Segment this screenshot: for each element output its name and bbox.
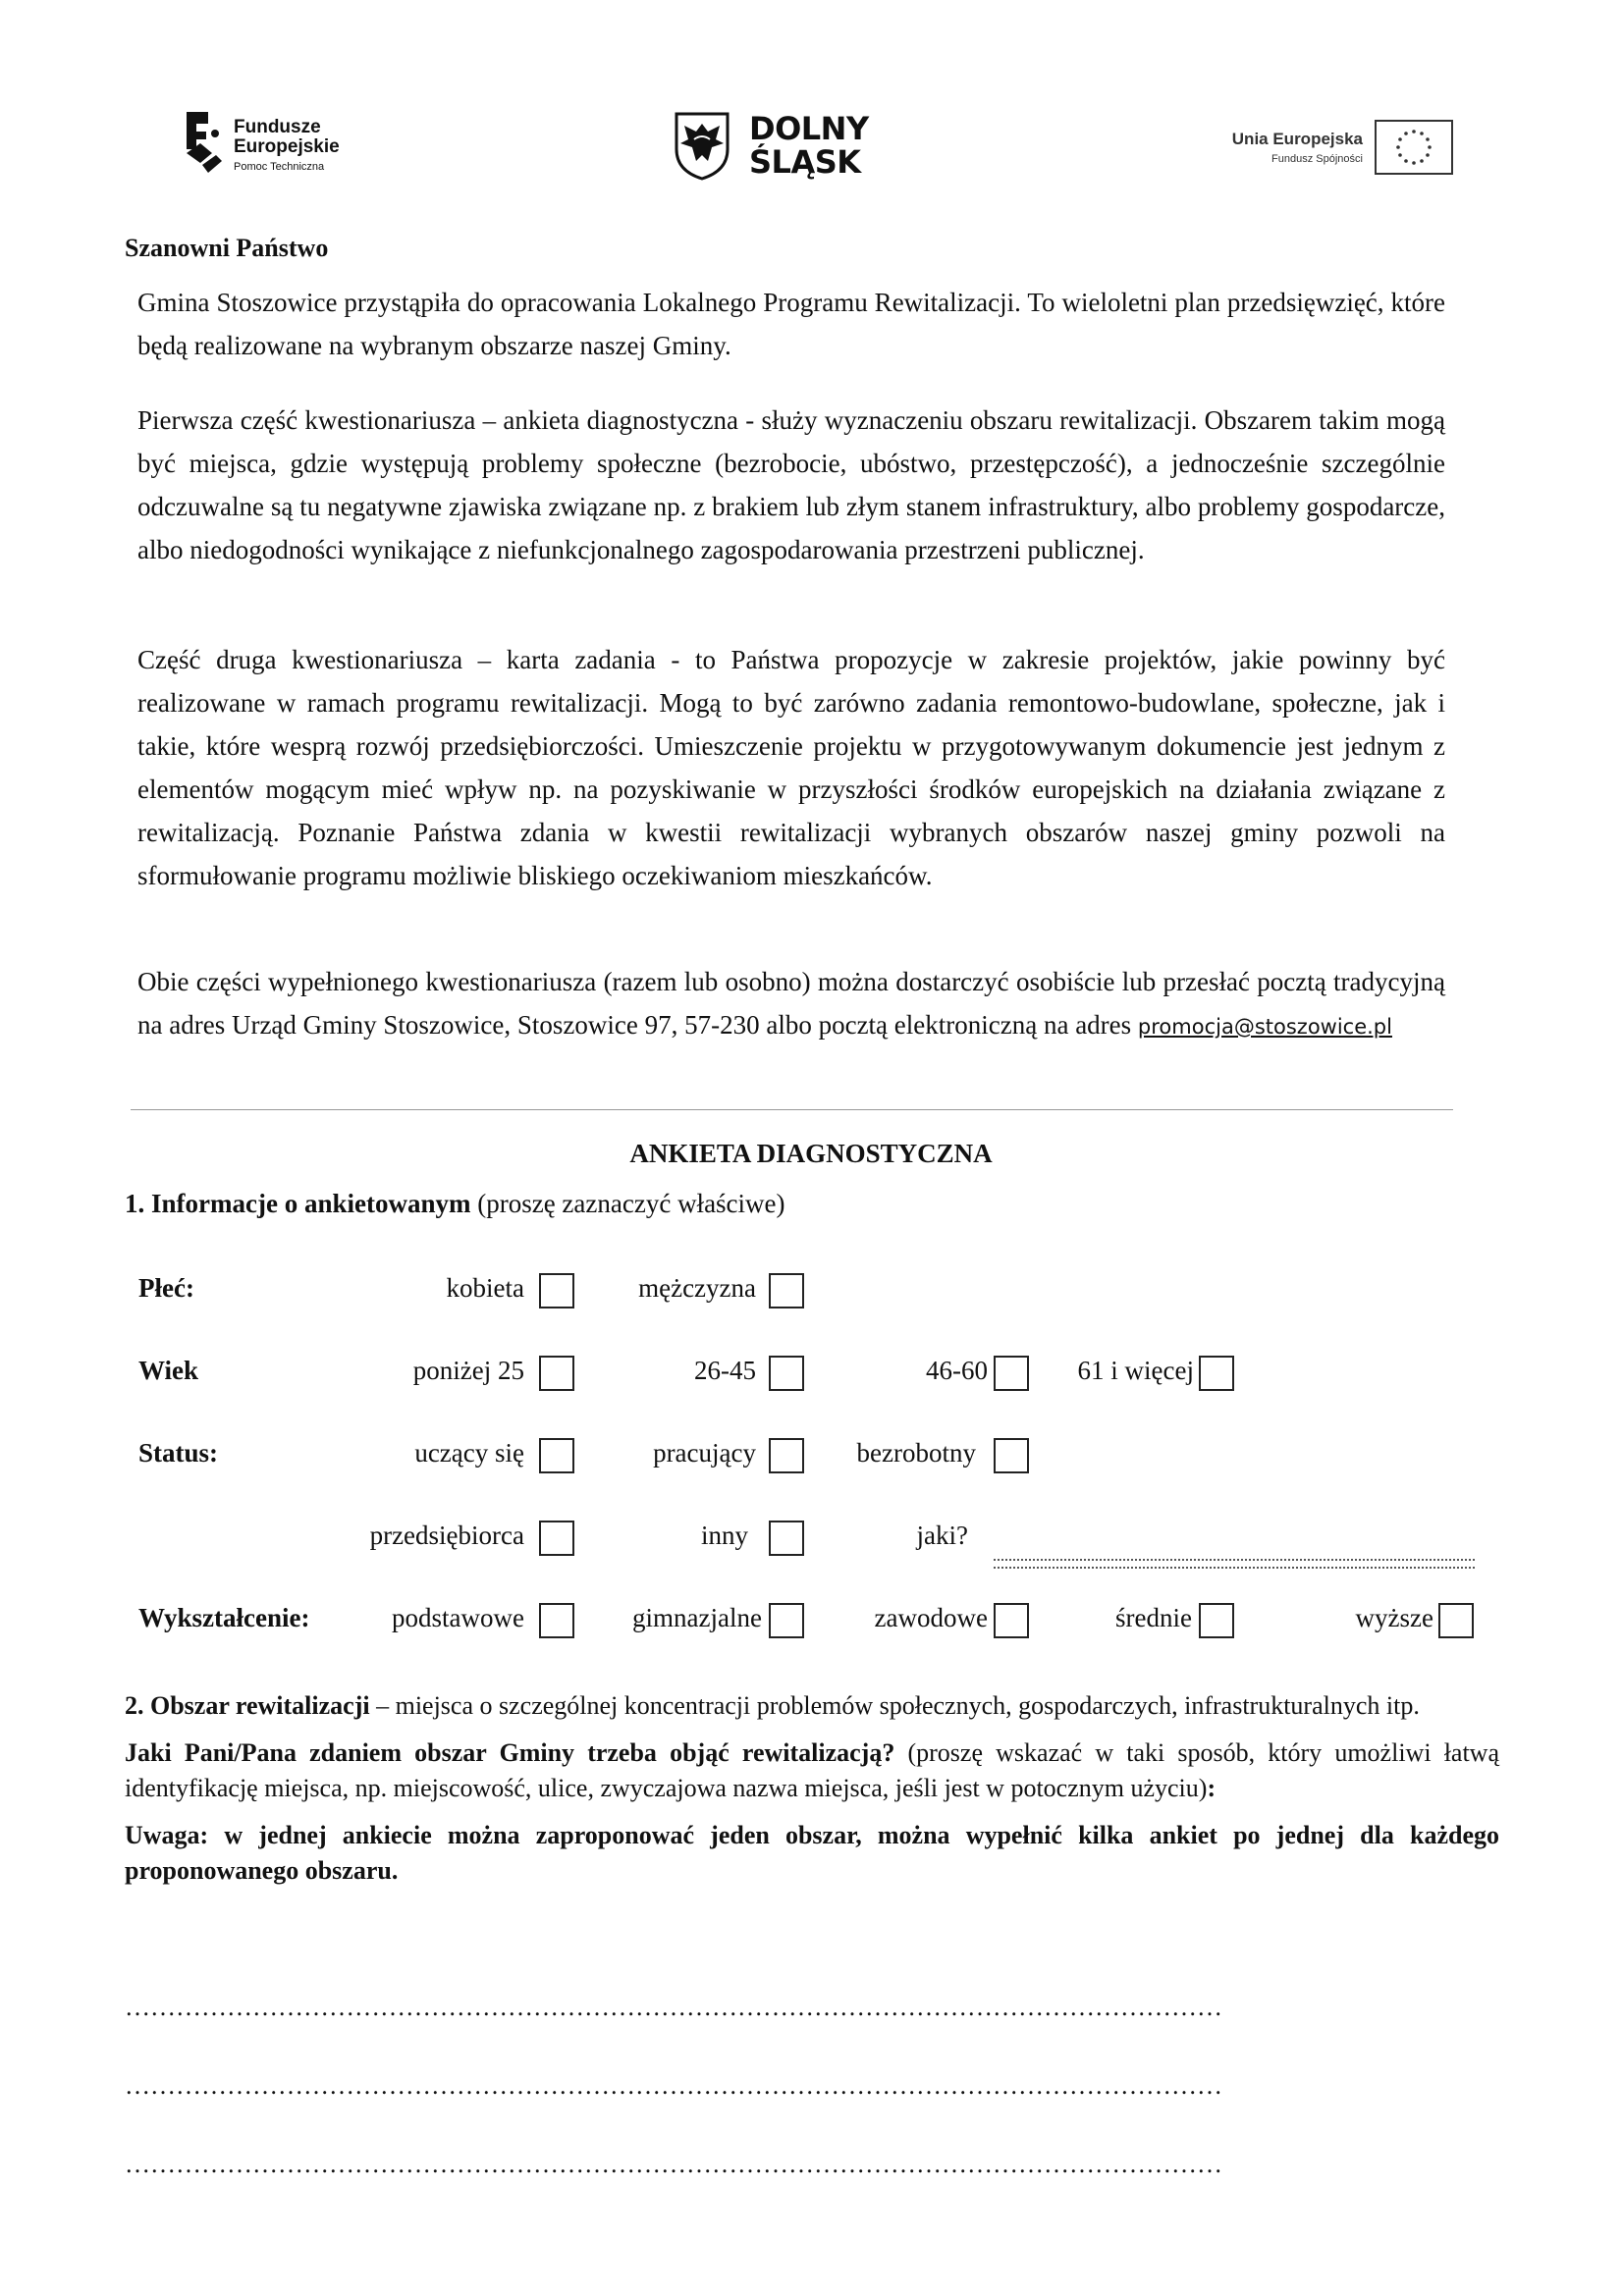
eu-flag-icon [1375, 120, 1453, 175]
wyksz-option-srednie: średnie [1115, 1603, 1192, 1632]
question-1-title: 1. Informacje o ankietowanym [125, 1189, 471, 1218]
fe-line2: Europejskie [234, 136, 340, 157]
ue-line2: Fundusz Spójności [1271, 153, 1363, 165]
greeting: Szanowni Państwo [125, 234, 329, 262]
fundusze-europejskie-logo [183, 108, 408, 179]
status-pracujacy-checkbox[interactable] [769, 1438, 804, 1473]
intro-paragraph-3-text: Część druga kwestionariusza – karta zadania - to Państwa propozycje w zakresie projektów, jakie powinny być realizowane w ramach programu rewitalizacji. Mogą to być zarówno zadania remontowo-budowlane, społeczne, jak i takie, które wesprą rozwój przedsiębiorczości. Umieszczenie projektu w przygotowywanym dokumencie jest jednym z elementów mogącym mieć wpływ np. na pozyskiwanie w przyszłości środków europejskich na działania związane z rewitalizacją. Poznanie Państwa zdania w kwestii rewitalizacji wybranych obszarów naszej gminy pozwoli na sformułowanie programu możliwie bliskiego oczekiwaniom mieszkańców. [137, 645, 1445, 890]
question-2-colon: : [1207, 1774, 1216, 1802]
status-option-inny: inny [700, 1521, 748, 1550]
ue-line1: Unia Europejska [1231, 130, 1363, 148]
question-1-hint: (proszę zaznaczyć właściwe) [470, 1189, 785, 1218]
fe-line1: Fundusze [234, 117, 321, 137]
status-uczacy-checkbox[interactable] [539, 1438, 574, 1473]
email-link[interactable]: promocja@stoszowice.pl [1137, 1015, 1392, 1039]
question-2-prompt: Jaki Pani/Pana zdaniem obszar Gminy trzeba objąć rewitalizacją? [125, 1738, 895, 1767]
header-logos [0, 108, 1622, 187]
question-2-hint: (proszę wskazać w taki sposób, który umożliwi łatwą identyfikację miejsca, np. miejscowość, ulice, zwyczajowa nazwa miejsca, jeśli jest w potocznym użyciu) [125, 1738, 1499, 1802]
answer-line-1[interactable]: ………………………………………………………………………………………………………………… [125, 1993, 1222, 2021]
wyksz-option-gimnazjalne: gimnazjalne [632, 1603, 762, 1632]
status-jaki-input[interactable] [994, 1559, 1475, 1569]
wyksz-gimnazjalne-checkbox[interactable] [769, 1603, 804, 1638]
wiek-option-3: 46-60 [926, 1356, 988, 1385]
answer-line-3[interactable]: ………………………………………………………………………………………………………………… [125, 2150, 1222, 2178]
silesian-eagle-crest-icon [673, 110, 731, 181]
wiek-option-4-checkbox[interactable] [1199, 1356, 1234, 1391]
wiek-option-4: 61 i więcej [1077, 1356, 1194, 1385]
plec-mezczyzna-checkbox[interactable] [769, 1273, 804, 1308]
status-bezrobotny-checkbox[interactable] [994, 1438, 1029, 1473]
wiek-option-3-checkbox[interactable] [994, 1356, 1029, 1391]
status-option-przedsiebiorca: przedsiębiorca [369, 1521, 524, 1550]
plec-option-kobieta: kobieta [446, 1273, 524, 1303]
ds-line2: ŚLĄSK [749, 143, 861, 181]
wyksz-option-podstawowe: podstawowe [392, 1603, 524, 1632]
status-option-bezrobotny: bezrobotny [856, 1438, 976, 1468]
wyksz-wyzsze-checkbox[interactable] [1438, 1603, 1474, 1638]
status-option-pracujacy: pracujący [653, 1438, 756, 1468]
wiek-option-1: poniżej 25 [412, 1356, 524, 1385]
status-jaki-label: jaki? [916, 1521, 968, 1550]
intro-paragraph-3 [137, 638, 1445, 897]
question-2-title: 2. Obszar rewitalizacji [125, 1691, 370, 1720]
intro-paragraph-2 [137, 399, 1445, 571]
plec-label: Płeć: [138, 1273, 194, 1303]
answer-line-2[interactable]: ………………………………………………………………………………………………………………… [125, 2071, 1222, 2100]
wiek-option-1-checkbox[interactable] [539, 1356, 574, 1391]
question-2 [125, 1688, 1499, 1900]
unia-europejska-logo [1159, 116, 1453, 179]
status-option-uczacy: uczący się [414, 1438, 524, 1468]
intro-paragraph-1 [137, 281, 1445, 367]
wyksz-option-zawodowe: zawodowe [874, 1603, 988, 1632]
wiek-label: Wiek [138, 1356, 199, 1385]
divider [131, 1109, 1453, 1110]
wyksz-podstawowe-checkbox[interactable] [539, 1603, 574, 1638]
question-1 [125, 1189, 785, 1219]
question-2-note: Uwaga: w jednej ankiecie można zaproponować jeden obszar, można wypełnić kilka ankiet po jednej dla każdego proponowanego obszaru. [125, 1821, 1499, 1885]
fundusze-europejskie-icon [183, 110, 224, 175]
ds-line1: DOLNY [749, 110, 869, 147]
status-label: Status: [138, 1438, 219, 1468]
wyksztalcenie-label: Wykształcenie: [138, 1603, 310, 1632]
status-przedsiebiorca-checkbox[interactable] [539, 1521, 574, 1556]
intro-paragraph-1-text: Gmina Stoszowice przystąpiła do opracowania Lokalnego Programu Rewitalizacji. To wieloletni plan przedsięwzięć, które będą realizowane na wybranym obszarze naszej Gminy. [137, 288, 1445, 360]
plec-kobieta-checkbox[interactable] [539, 1273, 574, 1308]
intro-paragraph-4 [137, 960, 1445, 1048]
fe-line3: Pomoc Techniczna [234, 161, 325, 173]
intro-paragraph-4-text: Obie części wypełnionego kwestionariusza (razem lub osobno) można dostarczyć osobiście lub przesłać pocztą tradycyjną na adres Urząd Gminy Stoszowice, Stoszowice 97, 57-230 albo pocztą elektroniczną na adres [137, 967, 1445, 1040]
wyksz-srednie-checkbox[interactable] [1199, 1603, 1234, 1638]
status-inny-checkbox[interactable] [769, 1521, 804, 1556]
plec-option-mezczyzna: mężczyzna [638, 1273, 756, 1303]
intro-paragraph-2-text: Pierwsza część kwestionariusza – ankieta diagnostyczna - służy wyznaczeniu obszaru rewitalizacji. Obszarem takim mogą być miejsca, gdzie występują problemy społeczne (bezrobocie, ubóstwo, przestępczość), a jednocześnie szczególnie odczuwalne są tu negatywne zjawiska związane np. z brakiem lub złym stanem infrastruktury, albo problemy gospodarcze, albo niedogodności wynikające z niefunkcjonalnego zagospodarowania przestrzeni publicznej. [137, 405, 1445, 564]
survey-title: ANKIETA DIAGNOSTYCZNA [629, 1139, 993, 1168]
wyksz-zawodowe-checkbox[interactable] [994, 1603, 1029, 1638]
wiek-option-2: 26-45 [694, 1356, 756, 1385]
wyksz-option-wyzsze: wyższe [1355, 1603, 1433, 1632]
wiek-option-2-checkbox[interactable] [769, 1356, 804, 1391]
question-2-description: – miejsca o szczególnej koncentracji problemów społecznych, gospodarczych, infrastrukturalnych itp. [369, 1691, 1420, 1720]
dolny-slask-logo [673, 110, 889, 185]
